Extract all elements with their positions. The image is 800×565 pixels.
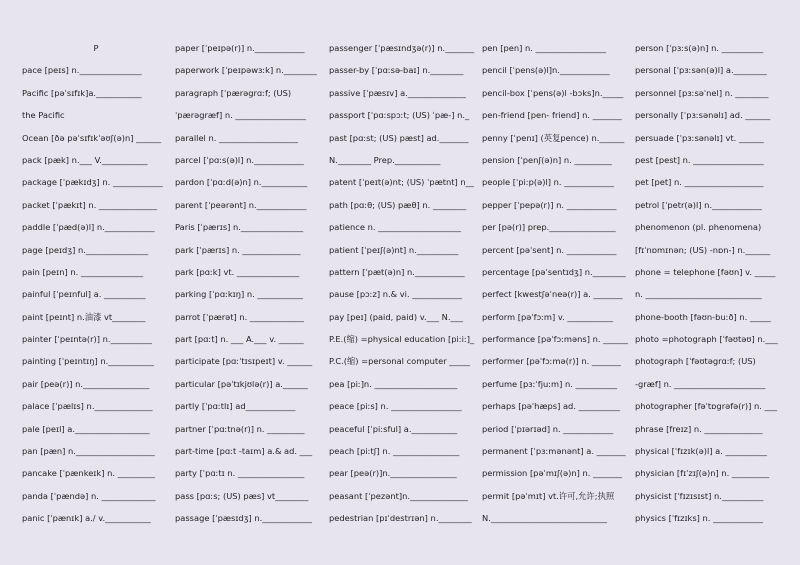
vocab-entry: performance [pəˈfɔːməns] n. ______	[482, 334, 629, 345]
vocab-entry: pardon [ˈpɑːd(ə)n] n.___________	[175, 177, 308, 188]
vocab-entry: panda [ˈpændə] n. _____________	[22, 490, 156, 501]
vocab-entry: personal [ˈpɜːsən(ə)l] a.________	[635, 65, 767, 76]
vocab-entry: pair [peə(r)] n.________________	[22, 378, 150, 389]
vocab-column-3	[329, 41, 477, 534]
vocab-entry: pancake [ˈpænkeɪk] n. _________	[22, 468, 155, 479]
vocab-entry: photo =photograph [ˈfəʊtəʊ] n.___	[635, 334, 778, 345]
vocab-entry: permanent [ˈpɜːmənənt] a. _______	[482, 446, 626, 457]
vocab-entry: passer-by [ˈpɑːsə-baɪ] n.________	[329, 65, 464, 76]
vocab-entry: perform [pəˈfɔːm] v. ___________	[482, 311, 614, 322]
vocab-entry: pain [peɪn] n. _______________	[22, 266, 144, 277]
vocab-entry: ˈpærəgræf] n. _________________	[175, 110, 306, 121]
vocab-entry: passport [ˈpɑːspɔːt; (US) ˈpæ-] n._	[329, 110, 470, 121]
vocab-entry: petrol [ˈpetr(ə)l] n.____________	[635, 199, 762, 210]
vocab-entry: perfume [pɜːˈfjuːm] n. __________	[482, 378, 618, 389]
vocab-entry: percent [pəˈsent] n. ____________	[482, 244, 617, 255]
vocab-entry: Ocean [ðə pəˈsɪfɪkˈəʊʃ(ə)n] ______	[22, 132, 161, 143]
vocab-entry: packet [ˈpækɪt] n. ______________	[22, 199, 157, 210]
vocab-entry: part-time [pɑːt -taɪm] a.& ad. ___	[175, 446, 313, 457]
vocab-entry: per [pə(r)] prep.________________	[482, 222, 616, 233]
vocab-entry: P.C.(缩) =personal computer _____	[329, 356, 470, 367]
vocab-entry: particular [pəˈtɪkjʊlə(r)] a.______	[175, 378, 308, 389]
vocab-entry: photographer [fəˈtɒgrəfə(r)] n. ___	[635, 401, 777, 412]
vocab-entry: people [ˈpiːp(ə)l] n. ____________	[482, 177, 614, 188]
vocab-entry: pet [pet] n. ___________________	[635, 177, 764, 188]
vocab-entry: persuade [ˈpɜːsənəlɪ] vt. ______	[635, 132, 764, 143]
vocab-entry: package [ˈpækɪdʒ] n. ____________	[22, 177, 163, 188]
vocab-entry: person [ˈpɜːs(ə)n] n. __________	[635, 43, 764, 53]
vocab-entry: painful [ˈpeɪnful] a. __________	[22, 289, 146, 300]
vocab-entry: pencil [ˈpens(ə)l]n.____________	[482, 65, 610, 76]
vocab-entry: part [pɑːt] n. ___ A.___ v. ______	[175, 334, 304, 345]
vocab-entry: P.E.(缩) =physical education [piːiː]_	[329, 334, 475, 345]
vocab-entry: percentage [pəˈsentɪdʒ] n.________	[482, 266, 626, 277]
vocab-entry: physicist [ˈfɪzɪsɪst] n.__________	[635, 490, 764, 501]
vocab-entry: penny [ˈpenɪ] (英复pence) n.______	[482, 132, 625, 143]
vocab-entry: -græf] n. ______________________	[635, 378, 766, 389]
vocab-entry: pest [pest] n. _________________	[635, 154, 764, 165]
vocab-entry: paperwork [ˈpeɪpəwɜːk] n.________	[175, 65, 317, 76]
vocab-entry: page [peɪdʒ] n._______________	[22, 244, 149, 255]
vocab-entry: personnel [pɜːsəˈnel] n. ________	[635, 87, 769, 98]
section-letter-heading: P	[93, 43, 99, 53]
vocab-entry: party [ˈpɑːtɪ n. ________________	[175, 468, 305, 479]
vocab-entry: pan [pæn] n.___________________	[22, 446, 155, 457]
vocab-entry: paragraph [ˈpærəgrɑːf; (US)	[175, 87, 292, 98]
vocab-entry: phone-booth [fəʊn-buːð] n. _____	[635, 311, 771, 322]
vocab-entry: parcel [ˈpɑːs(ə)l] n.____________	[175, 154, 304, 165]
vocab-entry: peach [piːtʃ] n. ________________	[329, 446, 460, 457]
vocab-entry: phenomenon (pl. phenomena)	[635, 222, 762, 233]
vocab-entry: n. ____________________________	[635, 289, 762, 300]
vocab-entry: partly [ˈpɑːtlɪ] ad____________	[175, 401, 296, 412]
vocab-entry: park [ˈpærɪs] n. ______________	[175, 244, 301, 255]
vocab-entry: park [pɑːk] vt. _______________	[175, 266, 300, 277]
vocab-entry: patent [ˈpeɪt(ə)nt; (US) ˈpætnt] n__	[329, 177, 474, 188]
vocab-entry: peace [piːs] n. _________________	[329, 401, 462, 412]
vocab-column-2	[175, 41, 323, 534]
vocab-entry: painter [ˈpeɪntə(r)] n.__________	[22, 334, 153, 345]
vocab-entry: physician [fɪˈzɪʃ(ə)n] n. _________	[635, 468, 770, 479]
vocab-entry: paper [ˈpeɪpə(r)] n.____________	[175, 43, 305, 53]
vocab-entry: Pacific [pəˈsɪfɪk]a.___________	[22, 87, 142, 98]
vocab-entry: pass [pɑːs; (US) pæs] vt________	[175, 490, 309, 501]
vocab-column-4	[482, 41, 630, 534]
vocab-entry: pen [pen] n. _________________	[482, 43, 607, 53]
vocab-entry: peaceful [ˈpiːsful] a.___________	[329, 423, 458, 434]
vocab-entry: paddle [ˈpæd(ə)l] n.____________	[22, 222, 155, 233]
vocab-entry: painting [ˈpeɪntɪŋ] n.___________	[22, 356, 154, 367]
vocab-entry: parking [ˈpɑːkɪŋ] n. ___________	[175, 289, 304, 300]
vocab-entry: N.________ Prep.___________	[329, 154, 441, 165]
vocab-entry: pack [pæk] n.___ V.___________	[22, 154, 148, 165]
vocab-entry: perfect [kwestʃəˈneə(r)] a. _______	[482, 289, 623, 300]
vocab-entry: N.____________________________	[482, 513, 608, 524]
vocab-entry: pattern [ˈpæt(ə)n] n.____________	[329, 266, 465, 277]
vocab-entry: Paris [ˈpærɪs] n._______________	[175, 222, 304, 233]
vocab-entry: passage [ˈpæsɪdʒ] n.____________	[175, 513, 313, 524]
vocab-entry: paint [peɪnt] n.油漆 vt________	[22, 311, 146, 322]
vocab-entry: pea [piː]n. ____________________	[329, 378, 458, 389]
vocab-entry: past [pɑːst; (US) pæst] ad._______	[329, 132, 469, 143]
vocab-entry: pace [peɪs] n._______________	[22, 65, 142, 76]
vocab-entry: performer [pəˈfɔːmə(r)] n. _______	[482, 356, 621, 367]
vocab-entry: pause [pɔːz] n.& vi. ____________	[329, 289, 463, 300]
vocab-entry: pencil-box [ˈpens(ə)l -bɔks]n._____	[482, 87, 624, 98]
vocab-column-5	[635, 41, 783, 534]
vocab-entry: passenger [ˈpæsɪndʒə(r)] n._______	[329, 43, 475, 53]
vocab-entry: perhaps [pəˈhæps] ad. __________	[482, 401, 621, 412]
vocab-entry: patient [ˈpeɪʃ(ə)nt] n.__________	[329, 244, 459, 255]
vocab-entry: partner [ˈpɑːtnə(r)] n. _________	[175, 423, 305, 434]
vocab-entry: pear [peə(r)]n.________________	[329, 468, 457, 479]
vocab-entry: permission [pəˈmɪʃ(ə)n] n. _______	[482, 468, 623, 479]
vocab-entry: permit [pəˈmɪt] vt.许可,允许;执照	[482, 490, 615, 501]
vocab-entry: photograph [ˈfəʊtəgrɑːf; (US)	[635, 356, 756, 367]
vocab-entry: pay [peɪ] (paid, paid) v.___ N.___	[329, 311, 463, 322]
vocab-entry: physical [ˈfɪzɪk(ə)l] a. __________	[635, 446, 768, 457]
vocab-entry: panic [ˈpænɪk] a./ v.___________	[22, 513, 151, 524]
vocab-entry: pale [peɪl] a.__________________	[22, 423, 150, 434]
vocab-entry: patience n. ____________________	[329, 222, 462, 233]
vocab-entry: personally [ˈpɜːsənəlɪ] ad. ______	[635, 110, 771, 121]
vocab-entry: pepper [ˈpepə(r)] n. ____________	[482, 199, 617, 210]
vocab-entry: parent [ˈpeərənt] n.____________	[175, 199, 307, 210]
vocab-entry: parallel n. ___________________	[175, 132, 298, 143]
vocab-entry: the Pacific	[22, 110, 65, 121]
vocab-entry: peasant [ˈpezənt]n.______________	[329, 490, 469, 501]
vocab-entry: period [ˈpɪərɪəd] n. ____________	[482, 423, 614, 434]
vocab-entry: phrase [freɪz] n. ______________	[635, 423, 763, 434]
vocab-entry: physics [ˈfɪzɪks] n. ____________	[635, 513, 763, 524]
vocab-entry: path [pɑːθ; (US) pæθ] n. ________	[329, 199, 467, 210]
vocab-entry: parrot [ˈpærət] n. _____________	[175, 311, 304, 322]
vocab-entry: [fɪˈnɒmɪnən; (US) -nɒn-] n.______	[635, 244, 771, 255]
vocab-entry: phone = telephone [fəʊn] v. _____	[635, 266, 776, 277]
vocab-entry: pension [ˈpenʃ(ə)n] n. _________	[482, 154, 612, 165]
vocab-entry: palace [ˈpælɪs] n.______________	[22, 401, 153, 412]
vocab-entry: pedestrian [pɪˈdestrɪən] n.________	[329, 513, 472, 524]
vocab-column-1	[22, 41, 170, 534]
vocab-entry: participate [pɑːˈtɪsɪpeɪt] v. ______	[175, 356, 313, 367]
vocab-entry: pen-friend [pen- friend] n. _______	[482, 110, 622, 121]
vocab-entry: passive [ˈpæsɪv] a.______________	[329, 87, 466, 98]
